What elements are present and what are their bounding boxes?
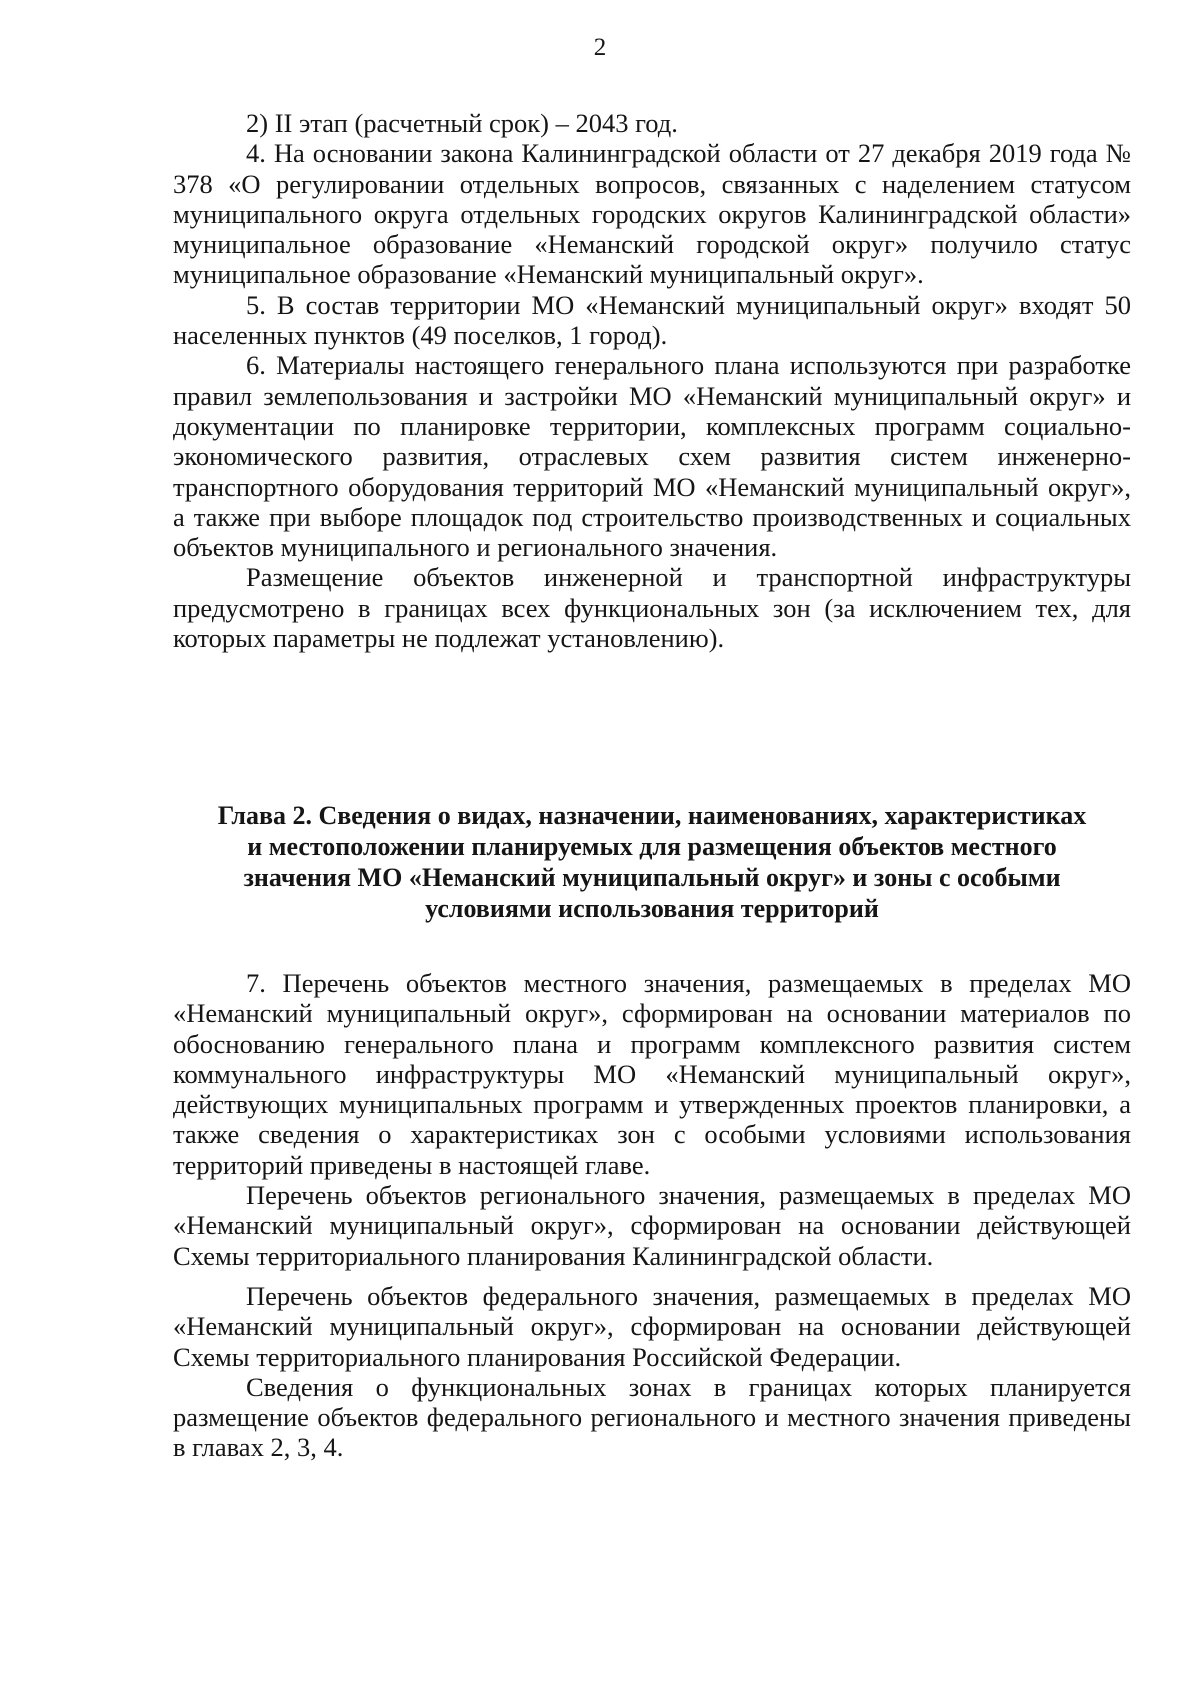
chapter-2-section (173, 968, 1131, 1463)
infrastructure-placement-paragraph: Размещение объектов инженерной и транспортной инфраструктуры предусмотрено в границах всех функциональных зон (за исключением тех, для которых параметры не подлежат установлению). (173, 562, 1131, 654)
local-objects-paragraph: 7. Перечень объектов местного значения, размещаемых в пределах МО «Неманский муниципальный округ», сформирован на основании материалов по обоснованию генерального плана и программ комплексного развития систем коммунального инфраструктуры МО «Неманский муниципальный округ», действующих муниципальных программ и утвержденных проектов планировки, а также сведения о характеристиках зон с особыми условиями использования территорий приведены в настоящей главе. (173, 968, 1131, 1180)
chapter-2-heading (170, 800, 1134, 924)
law-status-paragraph: 4. На основании закона Калининградской области от 27 декабря 2019 года № 378 «О регулировании отдельных вопросов, связанных с наделением статусом муниципального округа отдельных городских округов Калининградской области» муниципальное образование «Неманский городской округ» получило статус муниципальное образование «Неманский муниципальный округ». (173, 138, 1131, 290)
heading-line: и местоположении планируемых для размещения объектов местного (247, 832, 1057, 861)
regional-objects-paragraph: Перечень объектов регионального значения, размещаемых в пределах МО «Неманский муниципальный округ», сформирован на основании действующей Схемы территориального планирования Калининградской области. (173, 1180, 1131, 1271)
heading-line: Глава 2. Сведения о видах, назначении, наименованиях, характеристиках (217, 801, 1087, 830)
paragraph-spacer (173, 1271, 1131, 1281)
materials-usage-paragraph: 6. Материалы настоящего генерального плана используются при разработке правил землепользования и застройки МО «Неманский муниципальный округ» и документации по планировке территории, комплексных программ социально-экономического развития, отраслевых схем развития систем инженерно-транспортного оборудования территорий МО «Неманский муниципальный округ», а также при выборе площадок под строительство производственных и социальных объектов муниципального и регионального значения. (173, 350, 1131, 563)
federal-objects-paragraph: Перечень объектов федерального значения, размещаемых в пределах МО «Неманский муниципальный округ», сформирован на основании действующей Схемы территориального планирования Российской Федерации. (173, 1280, 1131, 1372)
functional-zones-paragraph: Сведения о функциональных зонах в границах которых планируется размещение объектов федерального регионального и местного значения приведены в главах 2, 3, 4. (173, 1371, 1131, 1463)
page-number: 2 (593, 34, 607, 61)
intro-section (173, 108, 1131, 653)
stage-two-paragraph: 2) II этап (расчетный срок) – 2043 год. (246, 108, 678, 138)
heading-line: значения МО «Неманский муниципальный округ» и зоны с особыми (243, 863, 1061, 892)
settlements-paragraph: 5. В состав территории МО «Неманский муниципальный округ» входят 50 населенных пунктов (49 поселков, 1 город). (173, 289, 1131, 351)
heading-line: условиями использования территорий (425, 894, 879, 923)
